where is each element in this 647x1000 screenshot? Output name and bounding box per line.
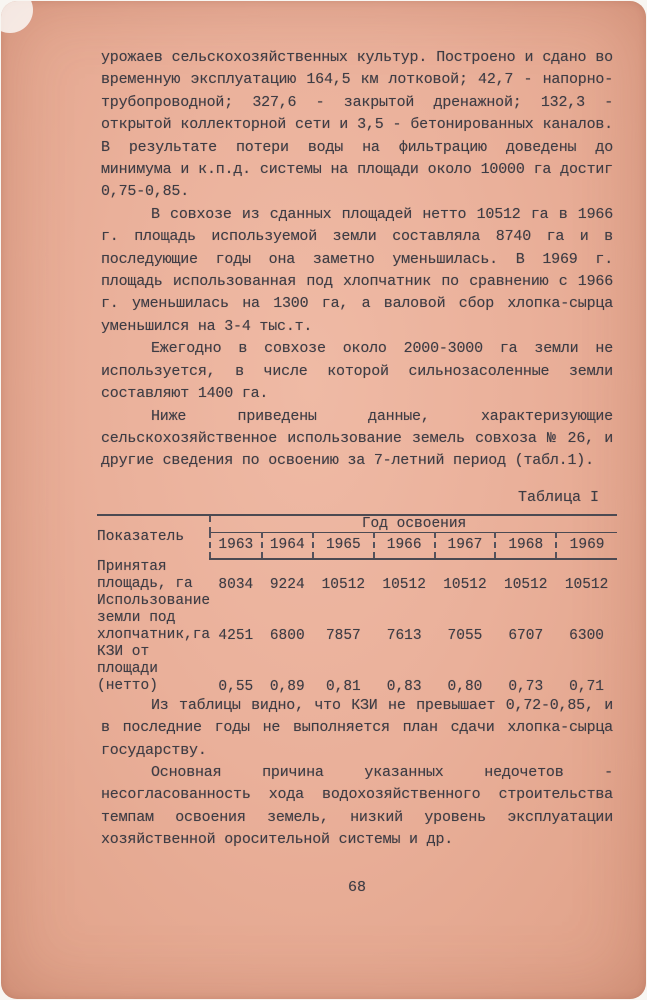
table-caption: Таблица I <box>517 488 599 506</box>
page-number: 68 <box>347 879 366 896</box>
row-label: КЗИ от площади (нетто) <box>97 643 158 694</box>
table-body <box>97 559 617 695</box>
land-use-table <box>97 514 617 695</box>
table-cell: 6707 <box>508 627 544 644</box>
table-cell: 0,73 <box>508 678 544 695</box>
paragraph: Ниже приведены данные, характеризующие сельскохозяйственное использование земель совхоза № 26, и другие сведения по освоению за 7-летний период (табл.1). <box>101 407 613 470</box>
table-cell: 10512 <box>564 576 609 593</box>
page-content <box>97 47 613 852</box>
paragraph: Основная причина указанных недочетов - несогласованность хода водохозяйственного строительства темпам освоения земель, низкий уровень эксплуатации хозяйственной оросительной системы и др. <box>101 763 613 849</box>
table-cell: 10512 <box>504 576 548 593</box>
year-header: 1963 <box>210 532 261 559</box>
scanned-book-page <box>1 1 646 999</box>
table-cell: 10512 <box>321 576 366 593</box>
table-cell: 0,71 <box>569 678 604 695</box>
table-cell: 7613 <box>386 627 422 644</box>
column-group-header-year: Год освоения <box>210 515 617 533</box>
table-cell: 7857 <box>325 627 361 644</box>
table-cell: 9224 <box>269 576 305 593</box>
year-header: 1965 <box>313 532 374 559</box>
table-cell: 0,81 <box>325 678 361 695</box>
table-cell: 0,80 <box>447 678 483 695</box>
paragraph: Из таблицы видно, что КЗИ не превышает 0,72-0,85, и в последние годы не выполняется план сдачи хлопка-сырца государству. <box>101 696 613 759</box>
row-label: Использование земли под хлопчатник,га <box>97 592 211 643</box>
table-cell: 7055 <box>447 627 483 644</box>
paragraph: Ежегодно в совхозе около 2000-3000 га земли не используется, в числе которой сильнозасоленные земли составляют 1400 га. <box>101 340 613 403</box>
table-cell: 0,55 <box>218 678 254 695</box>
table-header-row-group <box>97 515 617 533</box>
paragraph: В совхозе из сданных площадей нетто 10512 га в 1966 г. площадь используемой земли составляла 8740 га и в последующие годы она заметно уменьшилась. В 1969 г. площадь использованная под хлопчатник по сравнению с 1966 г. уменьшилась на 1300 га, а валовой сбор хлопка-сырца уменьшился на 3-4 тыс.т. <box>101 205 613 335</box>
table-cell: 6300 <box>569 627 604 644</box>
year-header: 1964 <box>262 532 313 559</box>
page-corner-highlight <box>1 1 33 33</box>
table-cell: 4251 <box>218 627 254 644</box>
year-header: 1967 <box>435 532 496 559</box>
table-row <box>97 593 617 644</box>
table-header <box>97 515 617 559</box>
paragraph: урожаев сельскохозяйственных культур. Построено и сдано во временную эксплуатацию 164,5 км лотковой; 42,7 - напорно-трубопроводной; 327,6 - закрытой дренажной; 132,3 - открытой коллекторной сети и 3,5 - бетонированных каналов. В результате потери воды на фильтрацию доведены до минимума и к.п.д. системы на площади около 10000 га достиг 0,75-0,85. <box>101 49 613 201</box>
table-row <box>97 644 617 695</box>
table-cell: 0,83 <box>386 678 422 695</box>
table-cell: 10512 <box>382 576 426 593</box>
table-cell: 0,89 <box>269 678 305 695</box>
table-cell: 8034 <box>218 576 254 593</box>
year-header: 1966 <box>374 532 435 559</box>
table-cell: 10512 <box>443 576 487 593</box>
table-cell: 6800 <box>269 627 305 644</box>
year-header: 1968 <box>495 532 556 559</box>
table-row <box>97 559 617 593</box>
column-header-indicator: Показатель <box>97 515 210 559</box>
row-label: Принятая площадь, га <box>97 558 193 592</box>
year-header: 1969 <box>556 532 617 559</box>
